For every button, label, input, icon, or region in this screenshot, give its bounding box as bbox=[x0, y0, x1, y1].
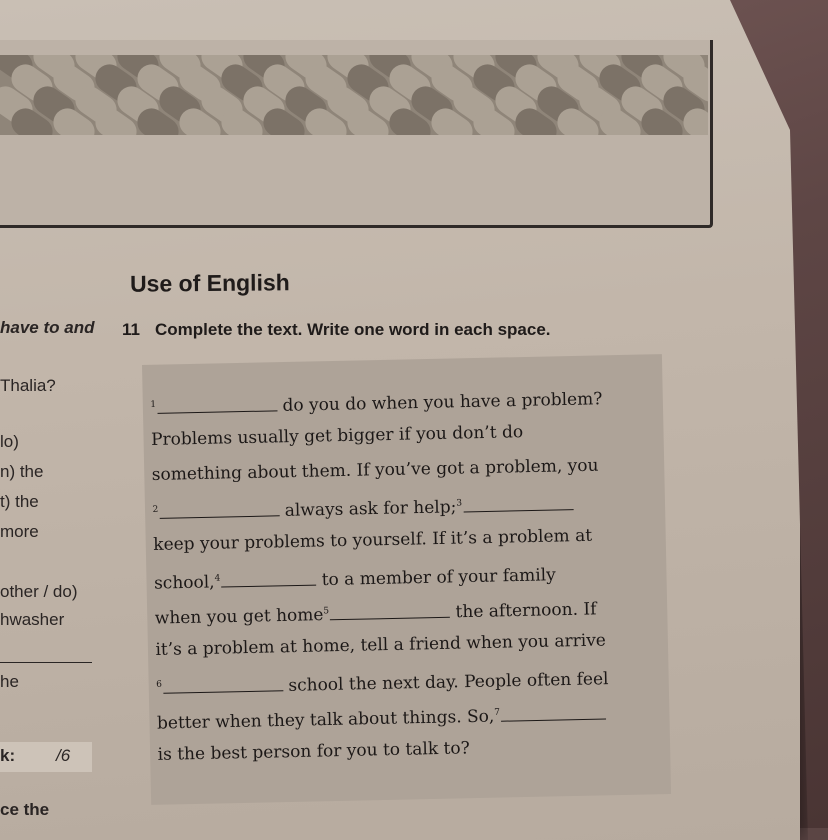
exercise-instruction: Complete the text. Write one word in each space. bbox=[155, 320, 551, 339]
left-col-line: other / do) bbox=[0, 582, 78, 601]
gap-number: 4 bbox=[214, 573, 221, 584]
left-col-line: have to and bbox=[0, 318, 95, 337]
left-col-answer-line bbox=[0, 662, 92, 663]
answer-blank[interactable] bbox=[221, 566, 316, 587]
exercise-passage bbox=[150, 377, 668, 773]
left-col-line: ce the bbox=[0, 800, 50, 819]
passage-line: keep your problems to yourself. If it’s a problem at bbox=[153, 525, 593, 555]
gap-number: 6 bbox=[156, 679, 163, 690]
passage-text: the afternoon. If bbox=[455, 599, 597, 623]
gap-number: 1 bbox=[150, 399, 157, 410]
gap-number: 3 bbox=[456, 498, 463, 509]
answer-blank[interactable] bbox=[501, 700, 606, 721]
passage-line: it’s a problem at home, tell a friend when you arrive bbox=[155, 630, 607, 660]
answer-blank[interactable] bbox=[163, 672, 283, 694]
gap-number: 2 bbox=[152, 504, 159, 515]
left-col-line: lo) bbox=[0, 432, 19, 451]
answer-blank[interactable] bbox=[463, 491, 573, 512]
passage-text: school, bbox=[153, 572, 215, 594]
left-col-line: t) the bbox=[0, 492, 39, 511]
answer-blank[interactable] bbox=[330, 598, 450, 620]
passage-line: something about them. If you’ve got a problem, you bbox=[151, 455, 599, 485]
left-col-line: n) the bbox=[0, 462, 44, 481]
exercise-number: 11 bbox=[122, 320, 140, 339]
passage-text: to a member of your family bbox=[321, 565, 556, 591]
gap-number: 7 bbox=[494, 707, 501, 718]
left-col-line: hwasher bbox=[0, 610, 65, 629]
answer-blank[interactable] bbox=[159, 497, 279, 519]
answer-blank[interactable] bbox=[157, 392, 277, 414]
section-title: Use of English bbox=[129, 269, 290, 297]
passage-line: is the best person for you to talk to? bbox=[157, 738, 470, 765]
left-column-cropped-text bbox=[0, 310, 110, 830]
left-col-line: he bbox=[0, 672, 19, 691]
score-total: /6 bbox=[56, 746, 71, 765]
left-col-line: more bbox=[0, 522, 39, 541]
left-col-line: Thalia? bbox=[0, 376, 56, 395]
passage-text: school the next day. People often feel bbox=[288, 669, 609, 696]
passage-line: Problems usually get bigger if you don’t do bbox=[150, 422, 524, 450]
passage-text: when you get home bbox=[154, 605, 324, 629]
passage-text: do you do when you have a problem? bbox=[282, 389, 603, 416]
score-label: k: bbox=[0, 746, 16, 765]
gap-number: 5 bbox=[323, 606, 330, 617]
passage-text: always ask for help; bbox=[284, 497, 457, 521]
decorative-banner bbox=[0, 55, 708, 135]
passage-text: better when they talk about things. So, bbox=[156, 706, 495, 734]
